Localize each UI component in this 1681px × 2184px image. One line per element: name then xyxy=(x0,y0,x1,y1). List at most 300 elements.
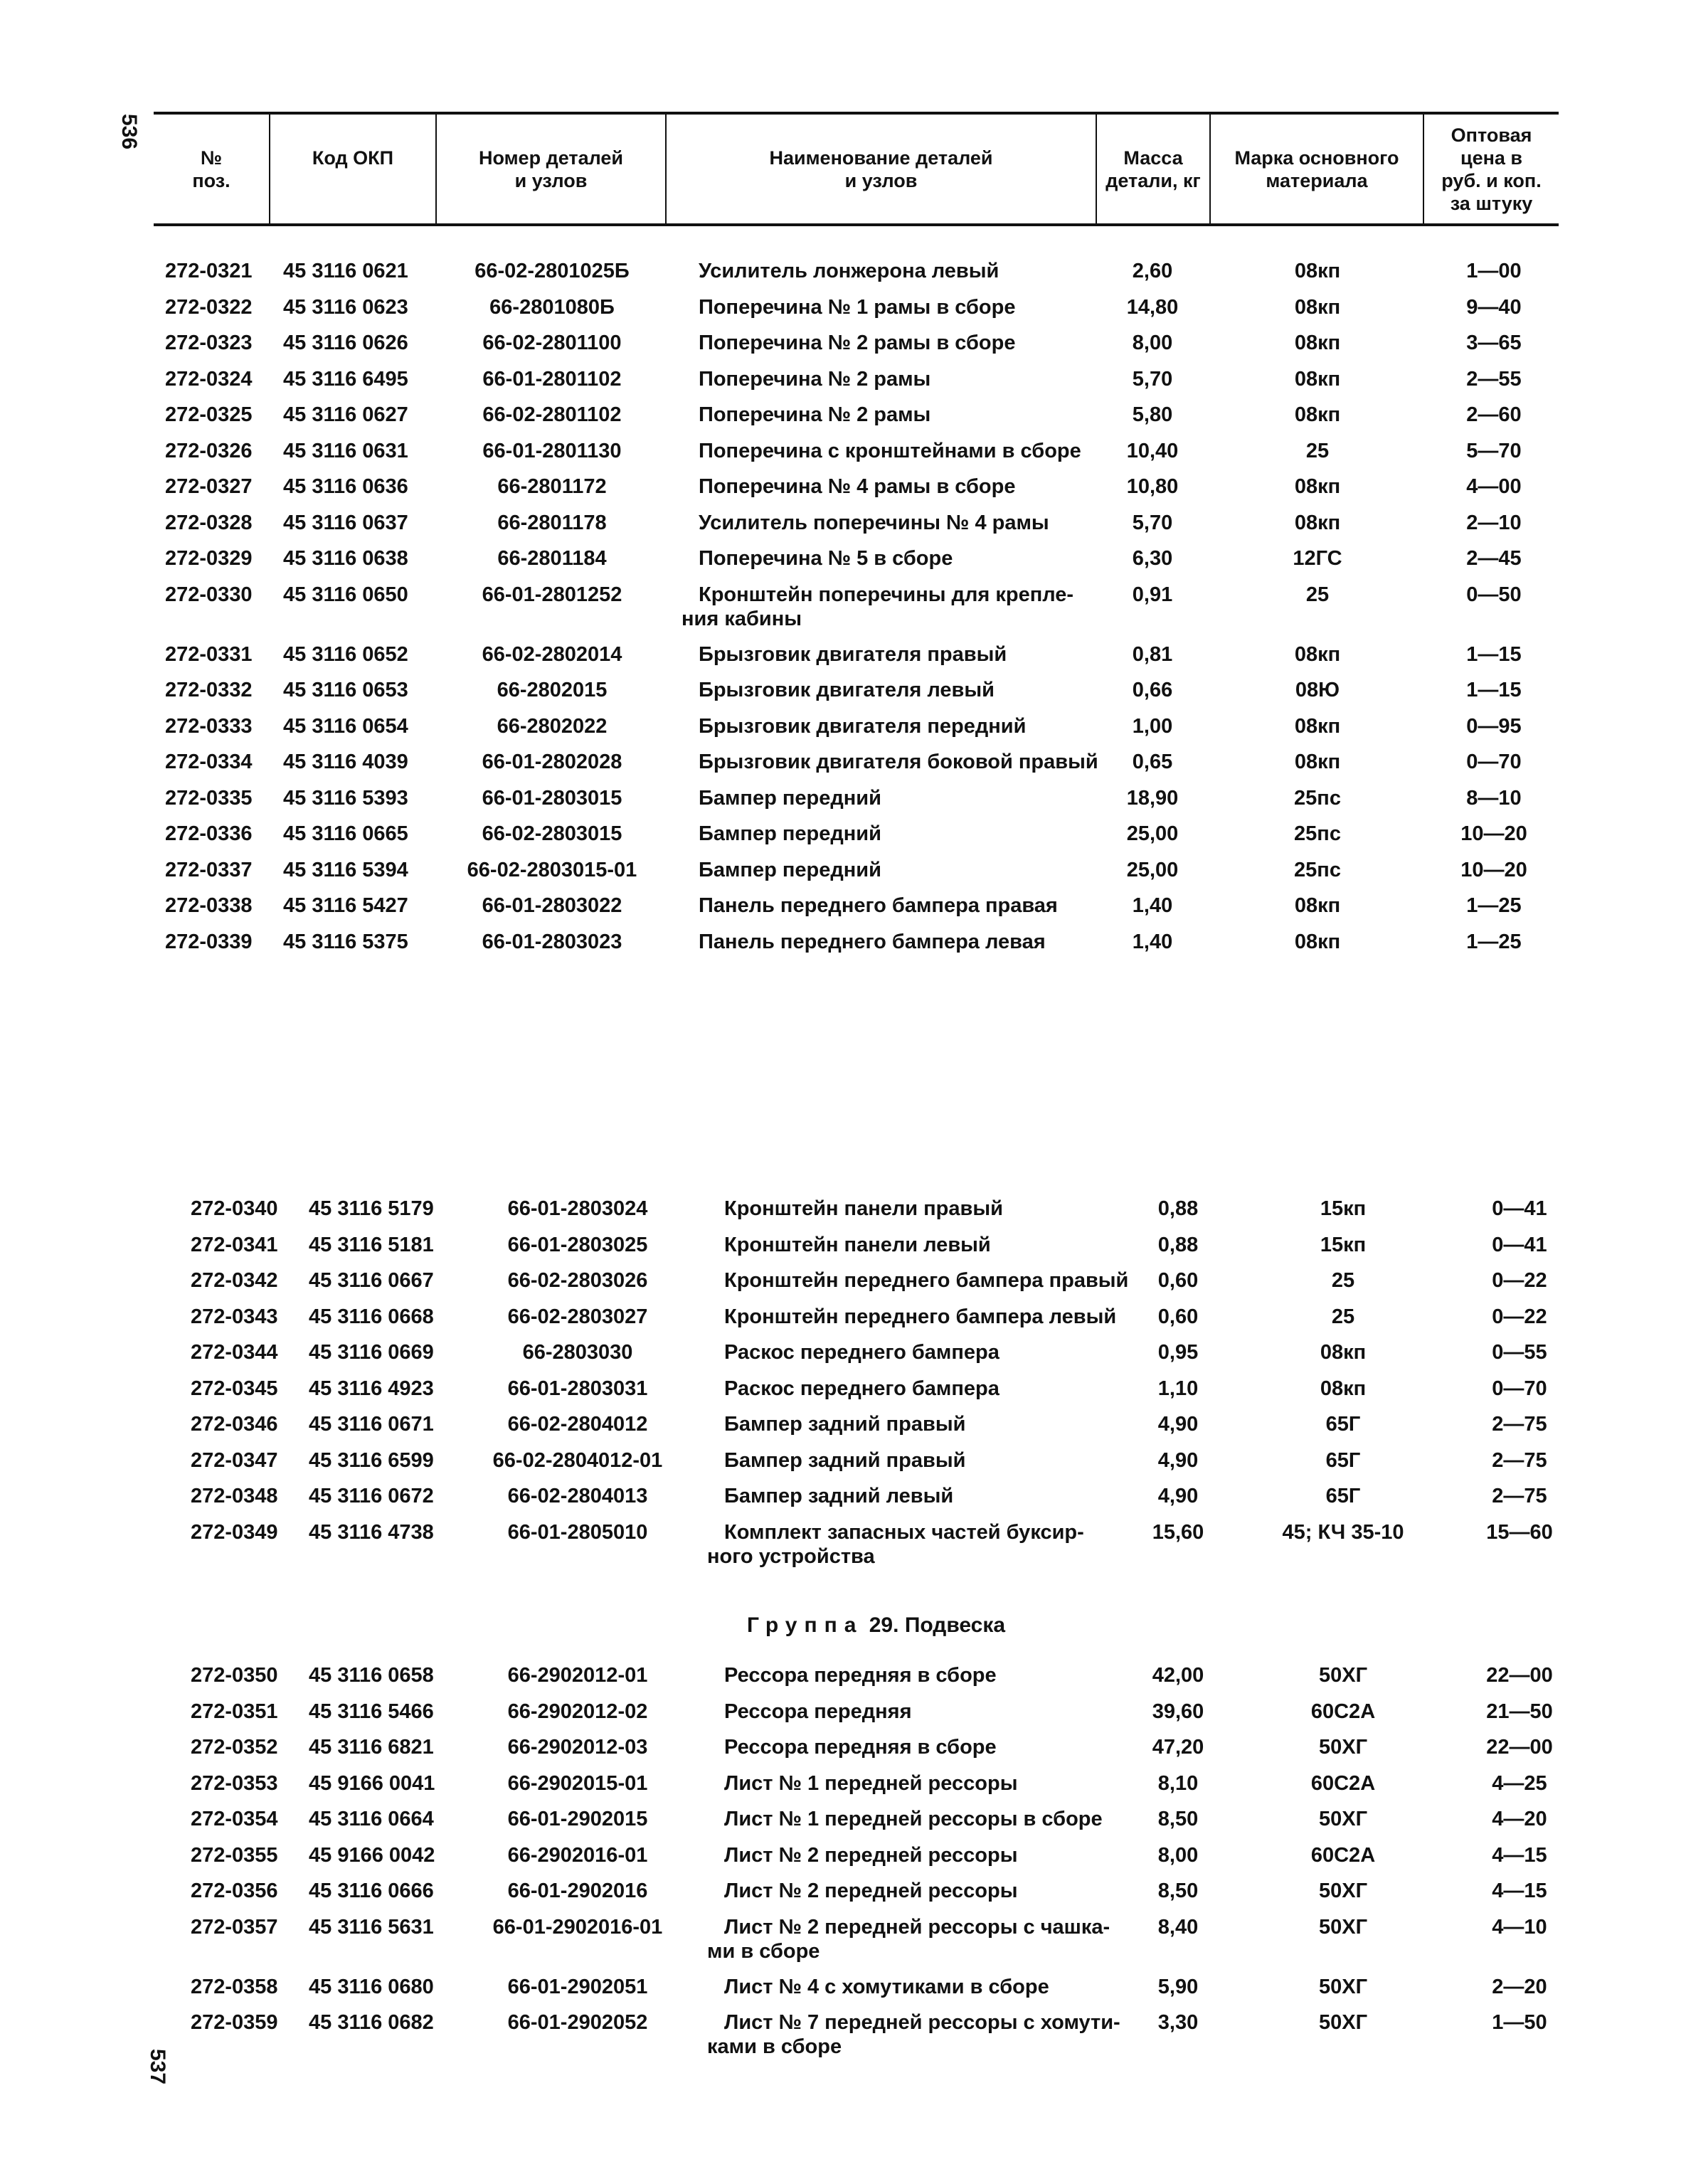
cell-material: 08кп xyxy=(1294,403,1341,426)
cell-price: 1—15 xyxy=(1466,642,1522,666)
cell-name: Усилитель лонжерона левый xyxy=(699,260,999,282)
cell-name: Кронштейн переднего бампера правый xyxy=(724,1269,1129,1292)
cell-okp: 45 3116 0623 xyxy=(283,295,408,319)
cell-okp: 45 3116 0638 xyxy=(283,547,408,570)
cell-pos: 272-0340 xyxy=(191,1197,278,1220)
cell-price: 0—55 xyxy=(1492,1341,1547,1364)
cell-material: 15кп xyxy=(1320,1197,1367,1220)
table-row xyxy=(0,642,1681,678)
cell-name: Лист № 1 передней рессоры xyxy=(724,1771,1018,1795)
cell-part-number: 66-2902015-01 xyxy=(507,1771,648,1795)
cell-name: Поперечина № 4 рамы в сборе xyxy=(699,475,1016,498)
cell-pos: 272-0332 xyxy=(165,679,253,701)
cell-price: 0—41 xyxy=(1492,1197,1547,1220)
cell-okp: 45 3116 0668 xyxy=(309,1305,434,1328)
table-row xyxy=(0,1197,1681,1232)
cell-price: 2—10 xyxy=(1466,511,1522,534)
cell-material: 25 xyxy=(1305,583,1330,606)
cell-name: Рессора передняя xyxy=(724,1700,912,1723)
table-row xyxy=(0,331,1681,366)
header-price: Оптовая цена в руб. и коп. за штуку xyxy=(1441,124,1542,214)
cell-material: 50ХГ xyxy=(1318,1975,1368,1998)
cell-part-number: 66-2801080Б xyxy=(489,295,615,319)
cell-price: 1—15 xyxy=(1466,679,1522,701)
cell-name: Поперечина № 2 рамы xyxy=(699,367,931,391)
cell-pos: 272-0357 xyxy=(191,1915,278,1939)
cell-mass: 25,00 xyxy=(1126,858,1179,881)
cell-material: 25 xyxy=(1305,439,1330,462)
cell-okp: 45 3116 6495 xyxy=(283,367,408,391)
cell-okp: 45 3116 0621 xyxy=(283,260,408,282)
cell-mass: 18,90 xyxy=(1126,786,1179,810)
table-row xyxy=(0,511,1681,546)
cell-pos: 272-0347 xyxy=(191,1448,278,1472)
cell-mass: 0,91 xyxy=(1132,583,1173,606)
cell-pos: 272-0322 xyxy=(165,295,253,319)
cell-okp: 45 3116 4039 xyxy=(283,751,408,773)
cell-pos: 272-0334 xyxy=(165,751,253,773)
page-number-top: 536 xyxy=(117,114,141,150)
cell-okp: 45 3116 0653 xyxy=(283,679,408,701)
cell-part-number: 66-01-2803024 xyxy=(507,1197,648,1220)
table-row xyxy=(0,894,1681,929)
cell-pos: 272-0323 xyxy=(165,332,253,354)
cell-part-number: 66-01-2801102 xyxy=(482,367,622,391)
cell-material: 25 xyxy=(1331,1305,1355,1328)
cell-mass: 5,70 xyxy=(1132,511,1173,534)
cell-name: Поперечина № 1 рамы в сборе xyxy=(699,295,1016,319)
cell-price: 4—20 xyxy=(1492,1808,1547,1830)
cell-okp: 45 3116 0665 xyxy=(283,822,408,845)
cell-pos: 272-0335 xyxy=(165,786,253,810)
cell-mass: 1,10 xyxy=(1157,1377,1199,1400)
cell-name: Раскос переднего бампера xyxy=(724,1377,999,1400)
cell-mass: 5,90 xyxy=(1157,1975,1199,1998)
cell-okp: 45 9166 0041 xyxy=(309,1771,435,1795)
cell-pos: 272-0325 xyxy=(165,403,253,426)
cell-okp: 45 3116 5631 xyxy=(309,1915,434,1939)
cell-mass: 2,60 xyxy=(1132,260,1173,282)
table-row xyxy=(0,1735,1681,1771)
table-row xyxy=(0,1663,1681,1699)
cell-name: Поперечина № 2 рамы xyxy=(699,403,931,426)
table-row xyxy=(0,1520,1681,1568)
header-mass: Масса детали, кг xyxy=(1105,147,1201,191)
cell-mass: 5,70 xyxy=(1132,367,1173,391)
page-number-bottom: 537 xyxy=(146,2049,169,2085)
cell-material: 65Г xyxy=(1325,1485,1361,1507)
cell-mass: 8,00 xyxy=(1132,332,1173,354)
cell-material: 25пс xyxy=(1294,858,1341,881)
table-row xyxy=(0,403,1681,438)
group-title: Подвеска xyxy=(904,1613,1006,1637)
cell-pos: 272-0327 xyxy=(165,475,253,498)
cell-part-number: 66-02-2804012 xyxy=(507,1413,648,1436)
cell-pos: 272-0354 xyxy=(191,1808,278,1830)
cell-name: Поперечина с кронштейнами в сборе xyxy=(699,439,1081,462)
cell-material: 08кп xyxy=(1294,894,1341,917)
cell-okp: 45 3116 4923 xyxy=(309,1377,434,1400)
table-row xyxy=(0,2010,1681,2058)
cell-price: 4—15 xyxy=(1492,1880,1547,1902)
cell-pos: 272-0326 xyxy=(165,439,253,462)
cell-pos: 272-0328 xyxy=(165,511,253,534)
cell-pos: 272-0337 xyxy=(165,858,253,881)
cell-okp: 45 3116 5394 xyxy=(283,858,408,881)
cell-price: 1—00 xyxy=(1466,260,1522,282)
cell-okp: 45 3116 5179 xyxy=(309,1197,434,1220)
cell-material: 60С2А xyxy=(1310,1771,1376,1795)
cell-name: Поперечина № 5 в сборе xyxy=(699,547,953,570)
cell-okp: 45 3116 0627 xyxy=(283,403,408,426)
cell-name: Лист № 2 передней рессоры xyxy=(724,1843,1018,1867)
cell-name-continuation: ного устройства xyxy=(707,1544,875,1568)
cell-price: 0—50 xyxy=(1466,583,1522,606)
cell-name: Рессора передняя в сборе xyxy=(724,1736,997,1759)
table-row xyxy=(0,1340,1681,1376)
cell-material: 08кп xyxy=(1294,511,1341,534)
cell-name: Комплект запасных частей буксир- xyxy=(724,1520,1084,1544)
group-label: Группа xyxy=(747,1613,864,1637)
cell-name: Бампер задний правый xyxy=(724,1448,966,1472)
cell-part-number: 66-02-2801025Б xyxy=(474,260,630,282)
cell-part-number: 66-02-2801100 xyxy=(482,332,622,354)
cell-material: 50ХГ xyxy=(1318,2011,1368,2034)
cell-mass: 1,00 xyxy=(1132,714,1173,738)
cell-name: Панель переднего бампера левая xyxy=(699,930,1046,953)
cell-pos: 272-0358 xyxy=(191,1975,278,1998)
cell-name-continuation: ми в сборе xyxy=(707,1939,820,1963)
cell-pos: 272-0336 xyxy=(165,822,253,845)
cell-price: 0—41 xyxy=(1492,1233,1547,1256)
cell-mass: 25,00 xyxy=(1126,822,1179,845)
cell-pos: 272-0324 xyxy=(165,367,253,391)
table-row xyxy=(0,439,1681,475)
cell-pos: 272-0339 xyxy=(165,930,253,953)
cell-price: 0—95 xyxy=(1466,714,1522,738)
cell-part-number: 66-02-2803015 xyxy=(482,822,622,845)
table-row xyxy=(0,1268,1681,1304)
cell-pos: 272-0349 xyxy=(191,1520,278,1544)
cell-part-number: 66-01-2902051 xyxy=(507,1975,648,1998)
cell-okp: 45 3116 0667 xyxy=(309,1269,434,1292)
cell-material: 50ХГ xyxy=(1318,1808,1368,1830)
cell-name: Брызговик двигателя передний xyxy=(699,714,1027,738)
table-row xyxy=(0,786,1681,822)
cell-mass: 4,90 xyxy=(1157,1485,1199,1507)
cell-price: 0—70 xyxy=(1466,751,1522,773)
cell-part-number: 66-2802022 xyxy=(497,714,608,738)
cell-okp: 45 3116 4738 xyxy=(309,1520,434,1544)
cell-okp: 45 3116 0654 xyxy=(283,714,408,738)
cell-price: 22—00 xyxy=(1486,1664,1553,1687)
cell-material: 60С2А xyxy=(1310,1843,1376,1867)
cell-material: 60С2А xyxy=(1310,1700,1376,1723)
cell-part-number: 66-2801178 xyxy=(497,511,607,534)
cell-material: 65Г xyxy=(1325,1413,1361,1436)
cell-material: 12ГС xyxy=(1293,547,1342,570)
cell-part-number: 66-02-2803027 xyxy=(507,1305,648,1328)
cell-name: Кронштейн поперечины для крепле- xyxy=(699,583,1074,606)
cell-mass: 0,60 xyxy=(1157,1269,1199,1292)
cell-price: 0—70 xyxy=(1492,1377,1547,1400)
cell-part-number: 66-2902016-01 xyxy=(507,1843,648,1867)
cell-price: 4—10 xyxy=(1492,1915,1547,1939)
cell-mass: 8,50 xyxy=(1157,1808,1199,1830)
cell-material: 08кп xyxy=(1294,295,1341,319)
cell-pos: 272-0351 xyxy=(191,1700,278,1723)
cell-mass: 1,40 xyxy=(1132,894,1173,917)
cell-name: Лист № 1 передней рессоры в сборе xyxy=(724,1808,1103,1830)
cell-mass: 8,50 xyxy=(1157,1880,1199,1902)
cell-material: 08кп xyxy=(1294,367,1341,391)
table-row xyxy=(0,678,1681,714)
cell-material: 08кп xyxy=(1294,751,1341,773)
cell-material: 50ХГ xyxy=(1318,1664,1368,1687)
cell-pos: 272-0344 xyxy=(191,1341,278,1364)
cell-okp: 45 3116 0650 xyxy=(283,583,408,606)
table-row xyxy=(0,367,1681,403)
cell-okp: 45 3116 5375 xyxy=(283,930,408,953)
cell-pos: 272-0338 xyxy=(165,894,253,917)
cell-name: Рессора передняя в сборе xyxy=(724,1664,997,1687)
cell-material: 25 xyxy=(1331,1269,1355,1292)
cell-name: Брызговик двигателя левый xyxy=(699,679,995,701)
cell-pos: 272-0333 xyxy=(165,714,253,738)
table-row xyxy=(0,1484,1681,1520)
cell-name: Панель переднего бампера правая xyxy=(699,894,1058,917)
cell-material: 65Г xyxy=(1325,1448,1361,1472)
cell-name: Раскос переднего бампера xyxy=(724,1341,999,1364)
cell-price: 10—20 xyxy=(1460,858,1527,881)
cell-price: 1—25 xyxy=(1466,894,1522,917)
cell-okp: 45 3116 0669 xyxy=(309,1341,434,1364)
cell-pos: 272-0321 xyxy=(165,260,253,282)
cell-name: Лист № 2 передней рессоры с чашка- xyxy=(724,1915,1110,1939)
table-row xyxy=(0,930,1681,965)
table-row xyxy=(0,259,1681,295)
cell-okp: 45 3116 5466 xyxy=(309,1700,434,1723)
cell-material: 08кп xyxy=(1294,930,1341,953)
cell-part-number: 66-02-2802014 xyxy=(482,642,622,666)
cell-part-number: 66-02-2803026 xyxy=(507,1269,648,1292)
cell-mass: 0,66 xyxy=(1132,679,1173,701)
cell-okp: 45 3116 5181 xyxy=(309,1233,434,1256)
cell-mass: 0,65 xyxy=(1132,751,1173,773)
cell-okp: 45 3116 0636 xyxy=(283,475,408,498)
header-okp: Код ОКП xyxy=(312,147,394,169)
cell-mass: 14,80 xyxy=(1126,295,1179,319)
cell-mass: 0,95 xyxy=(1157,1341,1199,1364)
cell-price: 5—70 xyxy=(1466,439,1522,462)
cell-pos: 272-0346 xyxy=(191,1413,278,1436)
cell-price: 2—55 xyxy=(1466,367,1522,391)
table-row xyxy=(0,1700,1681,1735)
cell-name: Брызговик двигателя правый xyxy=(699,642,1007,666)
cell-material: 08кп xyxy=(1320,1341,1367,1364)
cell-material: 08кп xyxy=(1294,332,1341,354)
cell-price: 8—10 xyxy=(1466,786,1522,810)
cell-okp: 45 3116 0682 xyxy=(309,2011,434,2034)
table-row xyxy=(0,750,1681,785)
cell-name: Кронштейн панели левый xyxy=(724,1233,991,1256)
cell-material: 08кп xyxy=(1294,642,1341,666)
cell-price: 0—22 xyxy=(1492,1269,1547,1292)
header-part-number: Номер деталей и узлов xyxy=(478,147,624,191)
cell-part-number: 66-01-2805010 xyxy=(507,1520,648,1544)
cell-price: 22—00 xyxy=(1486,1736,1553,1759)
cell-pos: 272-0331 xyxy=(165,642,253,666)
cell-material: 08кп xyxy=(1294,475,1341,498)
cell-pos: 272-0355 xyxy=(191,1843,278,1867)
cell-mass: 15,60 xyxy=(1152,1520,1204,1544)
cell-pos: 272-0341 xyxy=(191,1233,278,1256)
cell-part-number: 66-02-2803015-01 xyxy=(467,858,637,881)
cell-name-continuation: ками в сборе xyxy=(707,2035,842,2058)
cell-name: Кронштейн панели правый xyxy=(724,1197,1003,1220)
cell-part-number: 66-2802015 xyxy=(497,679,608,701)
cell-okp: 45 3116 0664 xyxy=(309,1808,434,1830)
cell-material: 08кп xyxy=(1294,714,1341,738)
cell-name: Бампер задний правый xyxy=(724,1413,966,1436)
table-row xyxy=(0,1879,1681,1914)
cell-part-number: 66-02-2804012-01 xyxy=(492,1448,663,1472)
cell-pos: 272-0329 xyxy=(165,547,253,570)
table-row xyxy=(0,1448,1681,1484)
cell-price: 4—15 xyxy=(1492,1843,1547,1867)
cell-part-number: 66-2902012-03 xyxy=(507,1736,648,1759)
cell-okp: 45 3116 0637 xyxy=(283,511,408,534)
table-row xyxy=(0,1807,1681,1843)
cell-mass: 47,20 xyxy=(1152,1736,1204,1759)
cell-mass: 8,00 xyxy=(1157,1843,1199,1867)
cell-price: 15—60 xyxy=(1486,1520,1553,1544)
table-row xyxy=(0,858,1681,894)
cell-name: Бампер передний xyxy=(699,786,881,810)
cell-okp: 45 9166 0042 xyxy=(309,1843,435,1867)
cell-name: Брызговик двигателя боковой правый xyxy=(699,751,1098,773)
cell-name: Лист № 7 передней рессоры с хомути- xyxy=(724,2011,1120,2034)
cell-price: 21—50 xyxy=(1486,1700,1553,1723)
table-row xyxy=(0,546,1681,582)
cell-material: 50ХГ xyxy=(1318,1915,1368,1939)
cell-part-number: 66-01-2803015 xyxy=(482,786,622,810)
cell-price: 2—20 xyxy=(1492,1975,1547,1998)
cell-part-number: 66-2801172 xyxy=(497,475,607,498)
cell-part-number: 66-01-2902052 xyxy=(507,2011,648,2034)
cell-name: Лист № 4 с хомутиками в сборе xyxy=(724,1975,1049,1998)
cell-mass: 1,40 xyxy=(1132,930,1173,953)
cell-material: 45; КЧ 35-10 xyxy=(1282,1520,1404,1544)
cell-part-number: 66-01-2801130 xyxy=(482,439,622,462)
table-row xyxy=(0,1975,1681,2010)
cell-price: 10—20 xyxy=(1460,822,1527,845)
header-bottom-rule xyxy=(154,223,1559,226)
cell-part-number: 66-01-2803022 xyxy=(482,894,622,917)
table-row xyxy=(0,583,1681,630)
cell-part-number: 66-01-2902015 xyxy=(507,1808,648,1830)
cell-okp: 45 3116 0671 xyxy=(309,1413,434,1436)
group-number: 29. xyxy=(869,1613,899,1637)
table-row xyxy=(0,1915,1681,1963)
cell-price: 0—22 xyxy=(1492,1305,1547,1328)
cell-name: Поперечина № 2 рамы в сборе xyxy=(699,332,1016,354)
cell-pos: 272-0342 xyxy=(191,1269,278,1292)
cell-okp: 45 3116 0672 xyxy=(309,1485,434,1507)
table-row xyxy=(0,714,1681,750)
table-row xyxy=(0,1377,1681,1412)
cell-pos: 272-0359 xyxy=(191,2011,278,2034)
cell-okp: 45 3116 0666 xyxy=(309,1880,434,1902)
cell-mass: 8,40 xyxy=(1157,1915,1199,1939)
cell-material: 08кп xyxy=(1294,260,1341,282)
cell-price: 2—75 xyxy=(1492,1485,1547,1507)
cell-part-number: 66-01-2902016 xyxy=(507,1880,648,1902)
cell-mass: 4,90 xyxy=(1157,1413,1199,1436)
cell-pos: 272-0350 xyxy=(191,1664,278,1687)
cell-mass: 10,40 xyxy=(1126,439,1179,462)
cell-price: 9—40 xyxy=(1466,295,1522,319)
cell-material: 25пс xyxy=(1294,786,1341,810)
cell-part-number: 66-02-2804013 xyxy=(507,1485,648,1507)
cell-mass: 8,10 xyxy=(1157,1771,1199,1795)
cell-pos: 272-0345 xyxy=(191,1377,278,1400)
cell-mass: 4,90 xyxy=(1157,1448,1199,1472)
table-row xyxy=(0,1771,1681,1807)
cell-part-number: 66-2801184 xyxy=(497,547,607,570)
cell-material: 50ХГ xyxy=(1318,1736,1368,1759)
cell-material: 08кп xyxy=(1320,1377,1367,1400)
cell-mass: 0,88 xyxy=(1157,1197,1199,1220)
cell-okp: 45 3116 0626 xyxy=(283,332,408,354)
cell-okp: 45 3116 0680 xyxy=(309,1975,434,1998)
table-row xyxy=(0,1305,1681,1340)
cell-okp: 45 3116 5427 xyxy=(283,894,408,917)
table-row xyxy=(0,295,1681,331)
cell-pos: 272-0348 xyxy=(191,1485,278,1507)
cell-mass: 6,30 xyxy=(1132,547,1173,570)
cell-part-number: 66-01-2803031 xyxy=(507,1377,648,1400)
cell-price: 4—00 xyxy=(1466,475,1522,498)
cell-part-number: 66-2902012-01 xyxy=(507,1664,648,1687)
cell-name: Кронштейн переднего бампера левый xyxy=(724,1305,1117,1328)
cell-part-number: 66-01-2902016-01 xyxy=(492,1915,663,1939)
cell-mass: 39,60 xyxy=(1152,1700,1204,1723)
cell-part-number: 66-02-2801102 xyxy=(482,403,622,426)
header-top-rule xyxy=(154,112,1559,115)
cell-price: 1—50 xyxy=(1492,2011,1547,2034)
table-row xyxy=(0,822,1681,857)
cell-part-number: 66-01-2802028 xyxy=(482,751,622,773)
cell-pos: 272-0356 xyxy=(191,1880,278,1902)
cell-mass: 10,80 xyxy=(1126,475,1179,498)
cell-name: Бампер передний xyxy=(699,858,881,881)
cell-price: 2—75 xyxy=(1492,1413,1547,1436)
cell-pos: 272-0330 xyxy=(165,583,253,606)
cell-pos: 272-0353 xyxy=(191,1771,278,1795)
cell-name: Лист № 2 передней рессоры xyxy=(724,1880,1018,1902)
cell-material: 15кп xyxy=(1320,1233,1367,1256)
header-name: Наименование деталей и узлов xyxy=(769,147,993,191)
cell-part-number: 66-01-2803023 xyxy=(482,930,622,953)
cell-price: 2—75 xyxy=(1492,1448,1547,1472)
group-heading xyxy=(747,1613,1005,1638)
table-row xyxy=(0,1412,1681,1448)
cell-material: 08Ю xyxy=(1295,679,1340,701)
header-material: Марка основного материала xyxy=(1234,147,1399,191)
cell-mass: 0,88 xyxy=(1157,1233,1199,1256)
cell-name: Бампер передний xyxy=(699,822,881,845)
